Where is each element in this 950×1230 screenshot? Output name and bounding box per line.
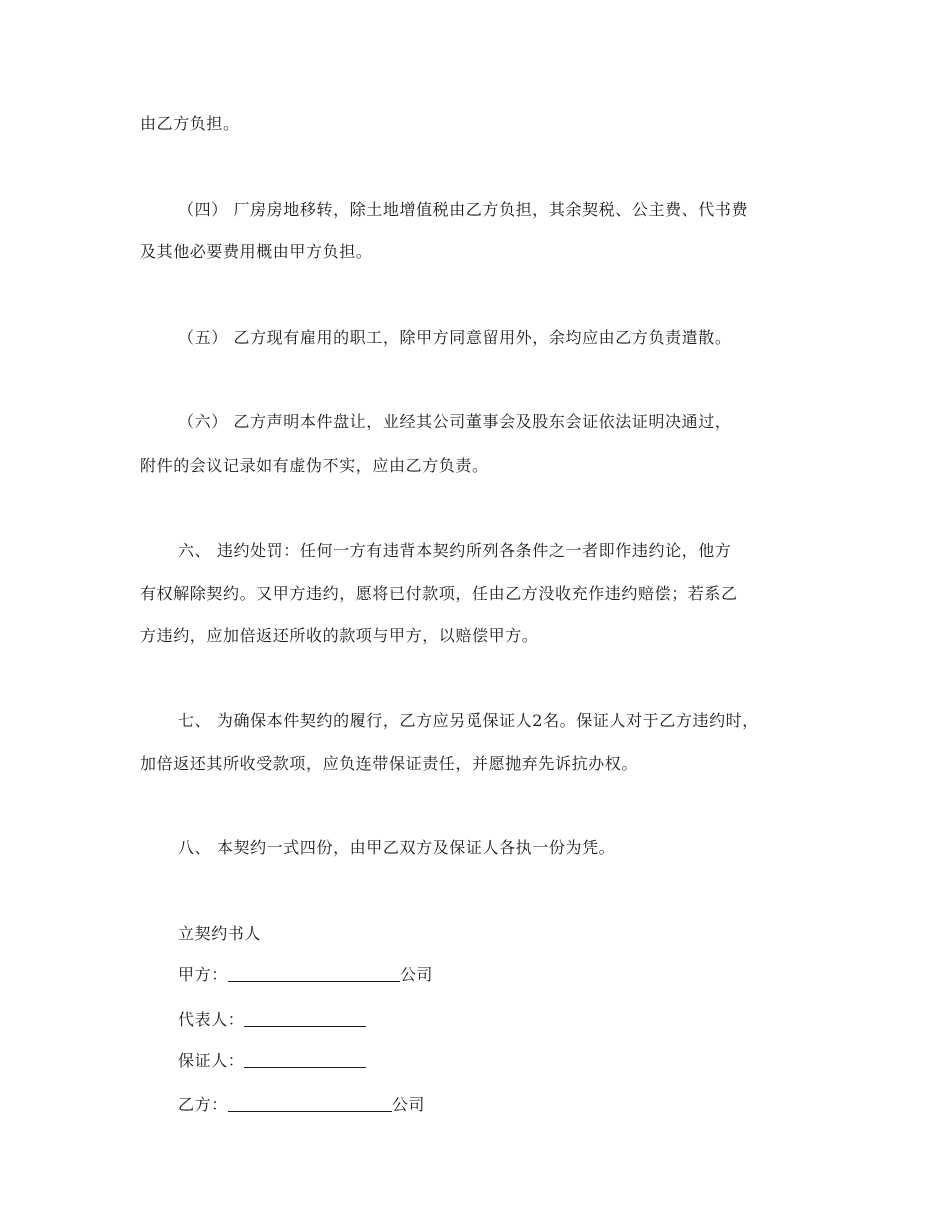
clause-6-line-2: 附件的会议记录如有虚伪不实，应由乙方负责。 (140, 456, 489, 475)
clause-4-line-2: 及其他必要费用概由甲方负担。 (140, 242, 373, 261)
representative-label: 代表人： (178, 1010, 245, 1029)
party-b-row (178, 1095, 425, 1115)
section-6-line-2: 有权解除契约。又甲方违约，愿将已付款项，任由乙方没收充作违约赔偿；若系乙 (140, 584, 738, 603)
representative-blank[interactable] (244, 1010, 366, 1027)
clause-5-line-1: （五） 乙方现有雇用的职工，除甲方同意留用外，余均应由乙方负责遣散。 (178, 328, 732, 347)
section-8-line-1: 八、 本契约一式四份，由甲乙双方及保证人各执一份为凭。 (178, 838, 616, 857)
party-b-label: 乙方： (178, 1095, 228, 1114)
party-b-name-blank[interactable] (228, 1095, 392, 1112)
representative-row (178, 1010, 366, 1030)
section-7-line-2: 加倍返还其所收受款项，应负连带保证责任，并愿抛弃先诉抗办权。 (140, 754, 639, 773)
section-6-line-1: 六、 违约处罚：任何一方有违背本契约所列各条件之一者即作违约论，他方 (178, 541, 732, 560)
clause-4-line-1: （四） 厂房房地移转，除土地增值税由乙方负担，其余契税、公主费、代书费 (178, 200, 749, 219)
clause-6-line-1: （六） 乙方声明本件盘让，业经其公司董事会及股东会证依法证明决通过， (178, 412, 732, 431)
party-a-name-blank[interactable] (228, 965, 400, 982)
section-6-line-3: 方违约，应加倍返还所收的款项与甲方，以赔偿甲方。 (140, 626, 539, 645)
party-a-label: 甲方： (178, 965, 228, 984)
party-b-suffix: 公司 (391, 1095, 426, 1114)
signatures-heading: 立契约书人 (178, 924, 262, 943)
paragraph-continuation: 由乙方负担。 (140, 114, 240, 133)
section-7-line-1: 七、 为确保本件契约的履行，乙方应另觅保证人2名。保证人对于乙方违约时， (178, 711, 759, 730)
guarantor-row (178, 1051, 366, 1071)
party-a-row (178, 965, 433, 985)
guarantor-label: 保证人： (178, 1051, 245, 1070)
party-a-suffix: 公司 (399, 965, 434, 984)
guarantor-blank[interactable] (244, 1051, 366, 1068)
